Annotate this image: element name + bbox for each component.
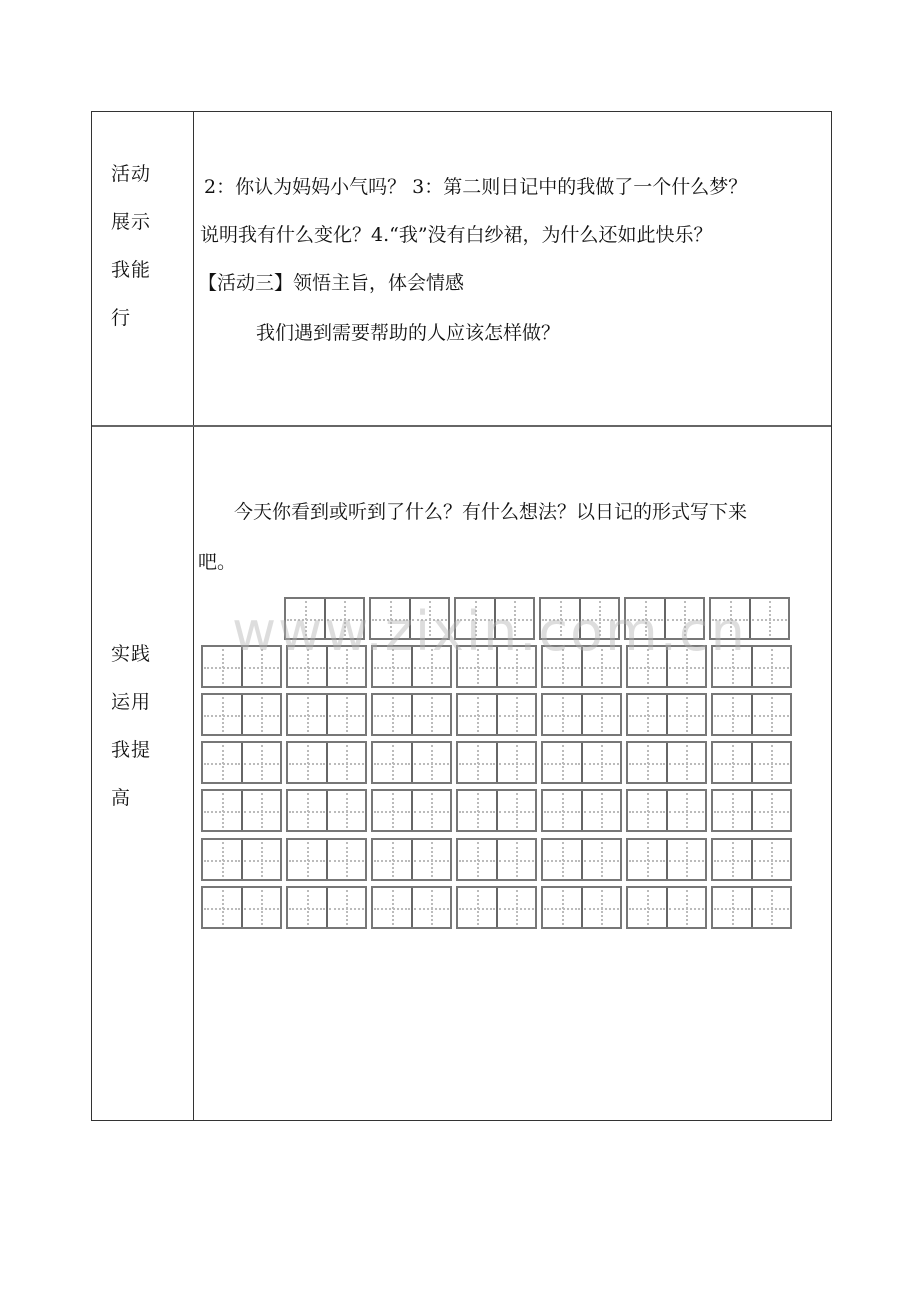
row1-question-line: 我们遇到需要帮助的人应该怎样做？ (256, 322, 561, 344)
row2-label-line: 运用 (111, 691, 152, 713)
grid-block[interactable] (286, 886, 367, 929)
grid-block[interactable] (539, 597, 620, 640)
grid-block[interactable] (454, 597, 535, 640)
grid-block[interactable] (201, 789, 282, 832)
grid-block[interactable] (286, 789, 367, 832)
grid-block[interactable] (541, 741, 622, 784)
grid-row (201, 789, 792, 832)
grid-block[interactable] (711, 693, 792, 736)
grid-block[interactable] (201, 838, 282, 881)
grid-block[interactable] (626, 886, 707, 929)
grid-block[interactable] (284, 597, 365, 640)
grid-block[interactable] (456, 645, 537, 688)
grid-row-first (284, 597, 790, 640)
grid-row (201, 741, 792, 784)
grid-block[interactable] (626, 741, 707, 784)
row2-label-line: 实践 (111, 643, 152, 665)
grid-block[interactable] (286, 741, 367, 784)
grid-block[interactable] (541, 838, 622, 881)
grid-block[interactable] (286, 838, 367, 881)
grid-block[interactable] (541, 789, 622, 832)
grid-block[interactable] (456, 789, 537, 832)
grid-row (201, 886, 792, 929)
grid-block[interactable] (201, 741, 282, 784)
row1-label-line: 活动 (111, 163, 152, 185)
grid-block[interactable] (626, 789, 707, 832)
grid-block[interactable] (201, 886, 282, 929)
grid-block[interactable] (371, 741, 452, 784)
row1-label-line: 展示 (111, 211, 152, 233)
column-divider (193, 112, 194, 1120)
grid-block[interactable] (456, 693, 537, 736)
row2-label-line: 高 (111, 787, 132, 809)
grid-block[interactable] (711, 645, 792, 688)
grid-block[interactable] (201, 645, 282, 688)
row1-question-line: 说明我有什么变化？4.“我”没有白纱裙，为什么还如此快乐？ (200, 224, 713, 246)
grid-block[interactable] (369, 597, 450, 640)
row1-label-line: 行 (111, 307, 132, 329)
grid-block[interactable] (456, 741, 537, 784)
grid-block[interactable] (711, 789, 792, 832)
grid-block[interactable] (711, 886, 792, 929)
grid-block[interactable] (541, 886, 622, 929)
row2-label-line: 我提 (111, 739, 152, 761)
grid-block[interactable] (286, 693, 367, 736)
grid-block[interactable] (626, 645, 707, 688)
grid-block[interactable] (371, 789, 452, 832)
watermark: www.zixin.com.cn (232, 600, 747, 663)
grid-block[interactable] (541, 693, 622, 736)
grid-block[interactable] (626, 693, 707, 736)
grid-block[interactable] (371, 838, 452, 881)
grid-row (201, 693, 792, 736)
grid-block[interactable] (626, 838, 707, 881)
row1-label (111, 150, 151, 342)
grid-block[interactable] (541, 645, 622, 688)
grid-block[interactable] (711, 838, 792, 881)
grid-block[interactable] (709, 597, 790, 640)
grid-block[interactable] (624, 597, 705, 640)
row-divider (92, 425, 831, 427)
grid-block[interactable] (456, 886, 537, 929)
grid-row (201, 645, 792, 688)
row2-prompt-line: 吧。 (198, 551, 237, 573)
grid-block[interactable] (711, 741, 792, 784)
grid-block[interactable] (286, 645, 367, 688)
grid-block[interactable] (456, 838, 537, 881)
grid-block[interactable] (371, 645, 452, 688)
row1-activity-heading: 【活动三】领悟主旨，体会情感 (198, 272, 465, 294)
row1-label-line: 我能 (111, 259, 152, 281)
grid-block[interactable] (371, 886, 452, 929)
row1-question-line: 2：你认为妈妈小气吗？ 3：第二则日记中的我做了一个什么梦？ (204, 176, 748, 198)
grid-block[interactable] (371, 693, 452, 736)
row2-prompt-line: 今天你看到或听到了什么？有什么想法？以日记的形式写下来 (234, 501, 748, 523)
grid-row (201, 838, 792, 881)
grid-block[interactable] (201, 693, 282, 736)
row2-label (111, 630, 151, 822)
